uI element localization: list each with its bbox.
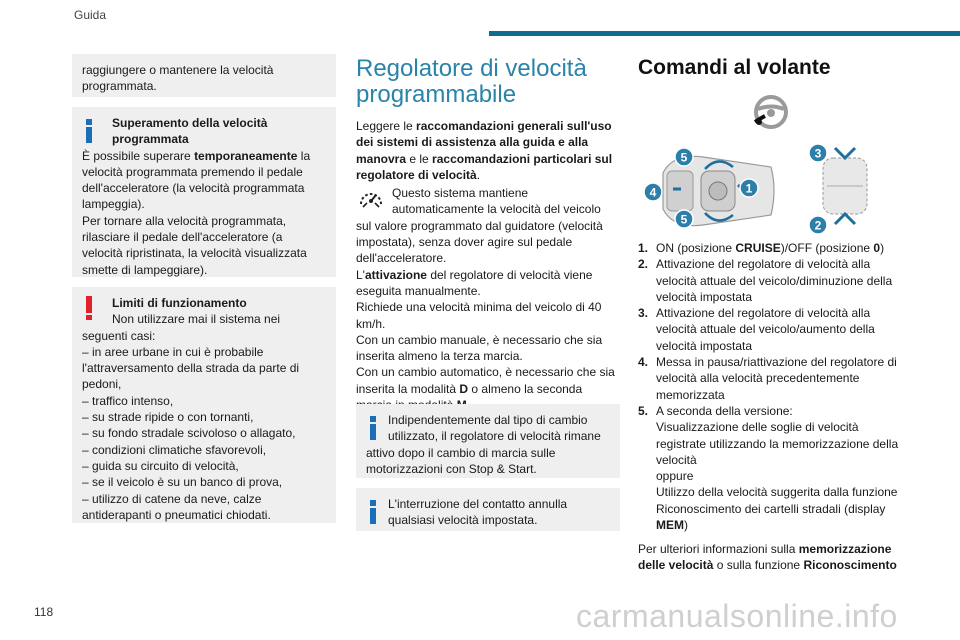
callout-badge-1 — [739, 178, 759, 198]
system-description: Questo sistema mantiene automaticamente la velocità del veicolo sul valore programmato dal guidatore (velocità impostata), senza dover agire sul pedale dell'acceleratore. — [356, 186, 603, 266]
warning-box-limits — [72, 287, 336, 523]
page-number: 118 — [34, 605, 54, 619]
list-item: 1. ON (posizione CRUISE)/OFF (posizione 0) — [638, 241, 885, 255]
info-box-gear-change — [356, 404, 620, 478]
callout-badge-5-top — [674, 147, 694, 167]
steering-controls-section — [638, 56, 900, 80]
callout-badge-4 — [643, 182, 663, 202]
manual-gearbox-paragraph: Con un cambio manuale, è necessario che sia inserita almeno la terza marcia. — [356, 332, 603, 364]
callout-badge-5-bottom — [674, 209, 694, 229]
list-item: 5. A seconda della versione: Visualizzazione delle soglie di velocità registrate utilizzando la memorizzazione della velocità oppure Utilizzo della velocità suggerita dalla funzione Riconoscimento dei cartelli stradali (display MEM) — [638, 403, 899, 533]
override-paragraph-2: Per tornare alla velocità programmata, rilasciare il pedale dell'acceleratore (a velocità ripristinata, la velocità visualizzata smette di lampeggiare). — [82, 213, 307, 277]
list-item: 4. Messa in pausa/riattivazione del regolatore di velocità alla velocità precedentemente memorizzata — [638, 355, 897, 402]
intro-paragraph: Leggere le raccomandazioni generali sull'uso dei sistemi di assistenza alla guida e alla manovra e le raccomandazioni particolari sul regolatore di velocità. — [356, 119, 613, 182]
speedometer-icon — [358, 185, 384, 211]
callout-badge-2 — [808, 215, 828, 235]
limits-item: – su strade ripide o con tornanti, — [82, 410, 254, 425]
warning-icon — [86, 296, 92, 320]
svg-text:2: 2 — [814, 218, 822, 233]
info-box-override — [72, 107, 336, 277]
limits-item: – su fondo stradale scivoloso o allagato, — [82, 426, 296, 441]
ignition-text: L'interruzione del contatto annulla qualsiasi velocità impostata. — [388, 497, 568, 528]
watermark: carmanualsonline.info — [576, 598, 898, 634]
override-paragraph-1: È possibile superare temporaneamente la velocità programmata premendo il pedale dell'acceleratore (la velocità programmata lampeggia). — [82, 148, 311, 212]
info-box-ignition — [356, 488, 620, 531]
list-item: 3. Attivazione del regolatore di velocità alla velocità attuale del veicolo/aumento della velocità impostata — [638, 306, 875, 353]
running-header: Guida — [74, 8, 107, 22]
svg-text:5: 5 — [680, 212, 688, 227]
cruise-control-section — [356, 56, 618, 413]
section-title: Regolatore di velocità programmabile — [356, 55, 587, 108]
svg-text:4: 4 — [649, 185, 657, 200]
automatic-gearbox-paragraph: Con un cambio automatico, è necessario che sia inserita la modalità D o almeno la seconda — [356, 365, 615, 396]
svg-text:3: 3 — [814, 146, 822, 161]
callout-badge-3 — [808, 143, 828, 163]
continuation-box — [72, 54, 336, 97]
list-item: 2. Attivazione del regolatore di velocità alla velocità attuale del veicolo/diminuzione della velocità impostata — [638, 257, 893, 304]
steering-wheel-icon — [751, 92, 791, 132]
limits-item: – utilizzo di catene da neve, calze antiderapanti o pneumatici chiodati. — [82, 491, 271, 522]
continuation-text: raggiungere o mantenere la velocità programmata. — [82, 63, 274, 94]
info-icon — [86, 119, 92, 143]
info-icon — [370, 500, 376, 524]
limits-item: – guida su circuito di velocità, — [82, 458, 239, 473]
gear-change-text: attivo dopo il cambio di marcia sulle motorizzazioni con Stop & Start. — [366, 445, 556, 476]
steering-controls-title: Comandi al volante — [638, 56, 831, 79]
limits-item: – traffico intenso, — [82, 393, 174, 408]
header-accent-bar — [489, 31, 960, 36]
override-heading: Superamento della velocità programmata — [112, 116, 268, 147]
gear-change-text-indent: Indipendentemente dal tipo di cambio utilizzato, il regolatore di velocità rimane — [388, 413, 601, 444]
limits-heading: Limiti di funzionamento — [112, 296, 247, 310]
activation-paragraph: L'attivazione del regolatore di velocità viene eseguita manualmente. — [356, 267, 593, 298]
limits-intro: Non utilizzare mai il sistema nei seguenti casi: — [82, 312, 281, 343]
svg-text:5: 5 — [680, 150, 688, 165]
info-icon — [370, 416, 376, 440]
min-speed-paragraph: Richiede una velocità minima del veicolo di 40 km/h. — [356, 300, 602, 331]
svg-text:1: 1 — [745, 181, 753, 196]
limits-item: – in aree urbane in cui è probabile l'attraversamento della strada da parte di pedoni, — [82, 344, 300, 392]
further-info-paragraph: Per ulteriori informazioni sulla memorizzazione delle velocità o sulla funzione Riconoscimento — [638, 542, 897, 573]
limits-item: – condizioni climatiche sfavorevoli, — [82, 442, 267, 457]
controls-list — [638, 240, 904, 533]
limits-item: – se il veicolo è su un banco di prova, — [82, 475, 283, 490]
